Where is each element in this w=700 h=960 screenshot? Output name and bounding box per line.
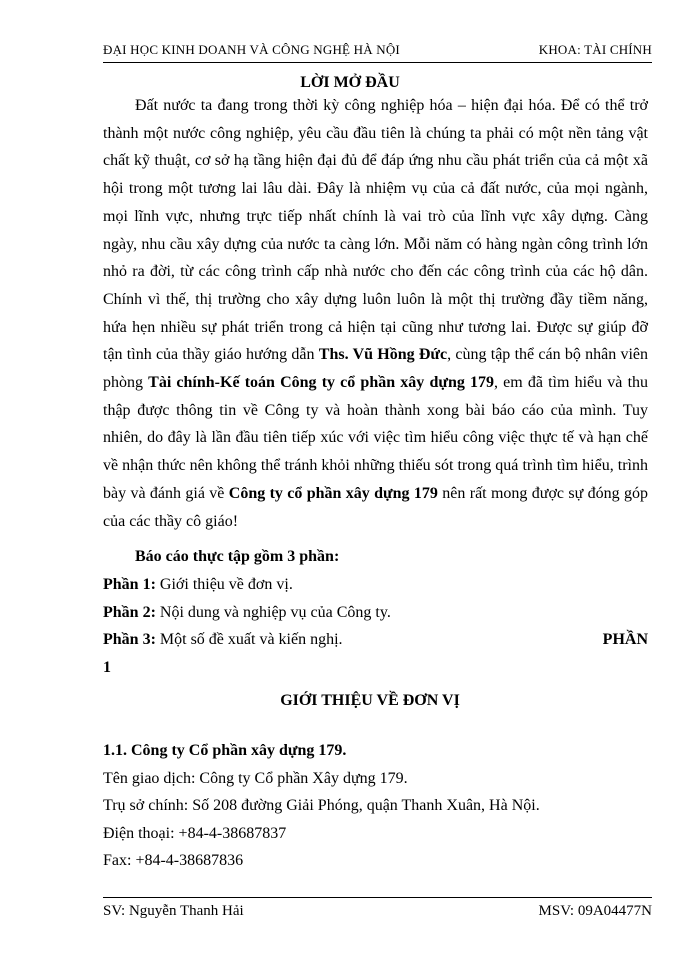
footer-student-id: MSV: 09A04477N	[538, 903, 652, 919]
department-name: Tài chính-Kế toán Công ty cổ phần xây dựng 179	[148, 374, 494, 392]
part-2-text: Nội dung và nghiệp vụ của Công ty.	[155, 604, 391, 621]
header-divider	[103, 62, 652, 63]
header-university: ĐẠI HỌC KINH DOANH VÀ CÔNG NGHỆ HÀ NỘI	[103, 42, 400, 57]
intro-text-3: , em đã tìm hiểu và thu thập được thông tin về Công ty và hoàn thành xong bài báo cáo của mình. Tuy nhiên, do đây là lần đầu tiên tiếp xúc với việc tìm hiểu công việc thực tế và hạn chế về nhận thức nên không thể tránh khỏi những thiếu sót trong quá trình tìm hiểu, trình bày và đánh giá về	[103, 374, 649, 502]
part-3-text: Một số đề xuất và kiến nghị.	[155, 631, 343, 648]
footer-divider	[103, 897, 652, 898]
intro-text-4: nên rất mong được sự đóng góp của các thầy cô giáo!	[103, 484, 649, 530]
phone-line: Điện thoại: +84-4-38687837	[103, 825, 287, 842]
part-heading-number: 1	[103, 659, 111, 676]
section-subheading: 1.1. Công ty Cổ phần xây dựng 179.	[103, 742, 347, 759]
teacher-name: Ths. Vũ Hồng Đức	[318, 346, 448, 364]
intro-text-1: Đất nước ta đang trong thời kỳ công nghiệp hóa – hiện đại hóa. Để có thể trở thành một nước công nghiệp, yêu cầu đầu tiên là chúng ta phải có một nền tảng vật chất kỹ thuật, cơ sở hạ tầng hiện đại đủ để đáp ứng nhu cầu phát triển của cả một xã hội trong một tương lai lâu dài. Đây là nhiệm vụ của cả đất nước, của mọi ngành, mọi lĩnh vực, nhưng trực tiếp nhất chính là vai trò của lĩnh vực xây dựng. Càng ngày, nhu cầu xây dựng của nước ta càng lớn. Mỗi năm có hàng ngàn công trình lớn nhỏ ra đời, từ các công trình cấp nhà nước cho đến các công trình của các hộ dân. Chính vì thế, thị trường cho xây dựng luôn luôn là một thị trường đầy tiềm năng, hứa hẹn nhiều sự phát triển trong cả hiện tại cũng như tương lai. Được sự giúp đỡ tận tình của thầy giáo hướng dẫn	[103, 97, 648, 364]
footer-student: SV: Nguyễn Thanh Hải	[103, 903, 244, 919]
part-heading-word: PHẦN	[602, 631, 648, 648]
part-1-item	[103, 576, 648, 594]
part-2-label: Phần 2:	[103, 604, 156, 621]
company-name: Công ty cổ phần xây dựng 179	[228, 484, 438, 502]
trade-name-line: Tên giao dịch: Công ty Cổ phần Xây dựng 179.	[103, 770, 408, 787]
page-header	[103, 42, 652, 60]
intro-text-2: , cùng tập thể cán bộ nhân viên phòng	[103, 346, 649, 392]
section-title: GIỚI THIỆU VỀ ĐƠN VỊ	[280, 692, 460, 709]
part-3-label: Phần 3:	[103, 631, 156, 648]
fax-line: Fax: +84-4-38687836	[103, 852, 244, 869]
part-1-text: Giới thiệu về đơn vị.	[155, 576, 293, 593]
part-3-item	[103, 631, 648, 649]
headquarters-line: Trụ sở chính: Số 208 đường Giải Phóng, quận Thanh Xuân, Hà Nội.	[103, 797, 540, 814]
intro-paragraph	[103, 92, 648, 535]
part-1-label: Phần 1:	[103, 576, 156, 593]
intro-title: LỜI MỞ ĐẦU	[300, 74, 400, 91]
report-intro: Báo cáo thực tập gồm 3 phần:	[135, 548, 340, 565]
part-2-item	[103, 604, 648, 622]
header-faculty: KHOA: TÀI CHÍNH	[538, 42, 652, 57]
